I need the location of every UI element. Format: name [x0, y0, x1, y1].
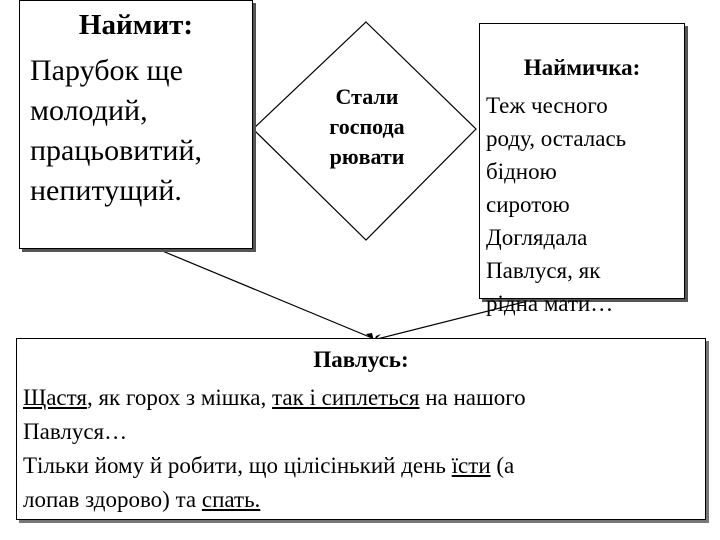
box-naimyt: [19, 0, 253, 249]
naimyt-line: молодий,: [30, 94, 148, 127]
underlined-word: спать.: [201, 487, 261, 512]
diamond-line: господа: [329, 114, 405, 139]
pavlus-line: [23, 381, 693, 415]
plain-text: , як горох з мішка,: [86, 385, 273, 410]
naimychka-description: [486, 89, 684, 320]
underlined-word: Щастя: [23, 385, 87, 410]
diamond-line: рювати: [329, 144, 405, 169]
arrow-left-to-bottom: [160, 250, 372, 338]
underlined-word: їсти: [451, 453, 491, 478]
naimyt-line: працьовитий,: [30, 134, 203, 167]
box-pavlus: [16, 338, 706, 520]
diamond-line: Стали: [335, 84, 399, 109]
naimyt-line: непитущий.: [30, 174, 182, 207]
pavlus-description: [23, 381, 693, 517]
naimychka-title: Наймичка:: [523, 55, 641, 80]
plain-text: (а: [490, 453, 515, 478]
pavlus-line: [23, 483, 693, 517]
pavlus-line: Павлуся…: [23, 419, 128, 444]
plain-text: на нашого: [419, 385, 526, 410]
naimychka-line: роду, осталась: [486, 126, 627, 151]
plain-text: лопав здорово) та: [23, 487, 202, 512]
pavlus-line: [23, 449, 693, 483]
naimyt-line: Парубок ще: [30, 54, 183, 87]
box-naimychka: [479, 23, 685, 316]
diamond-label: [304, 82, 430, 172]
naimyt-title: Наймит:: [78, 9, 194, 41]
underlined-word: так і сиплеться: [272, 385, 420, 410]
naimychka-line: Доглядала: [486, 225, 588, 250]
naimychka-line: сиротою: [486, 192, 570, 217]
naimychka-line: бідною: [486, 159, 557, 184]
naimychka-line: Павлуся, як: [486, 258, 601, 283]
naimyt-description: [30, 51, 254, 211]
naimychka-line: рідна мати…: [486, 291, 614, 316]
plain-text: Тільки йому й робити, що цілісінький день: [23, 453, 452, 478]
pavlus-title: Павлусь:: [313, 347, 409, 372]
naimychka-line: Теж чесного: [486, 93, 608, 118]
